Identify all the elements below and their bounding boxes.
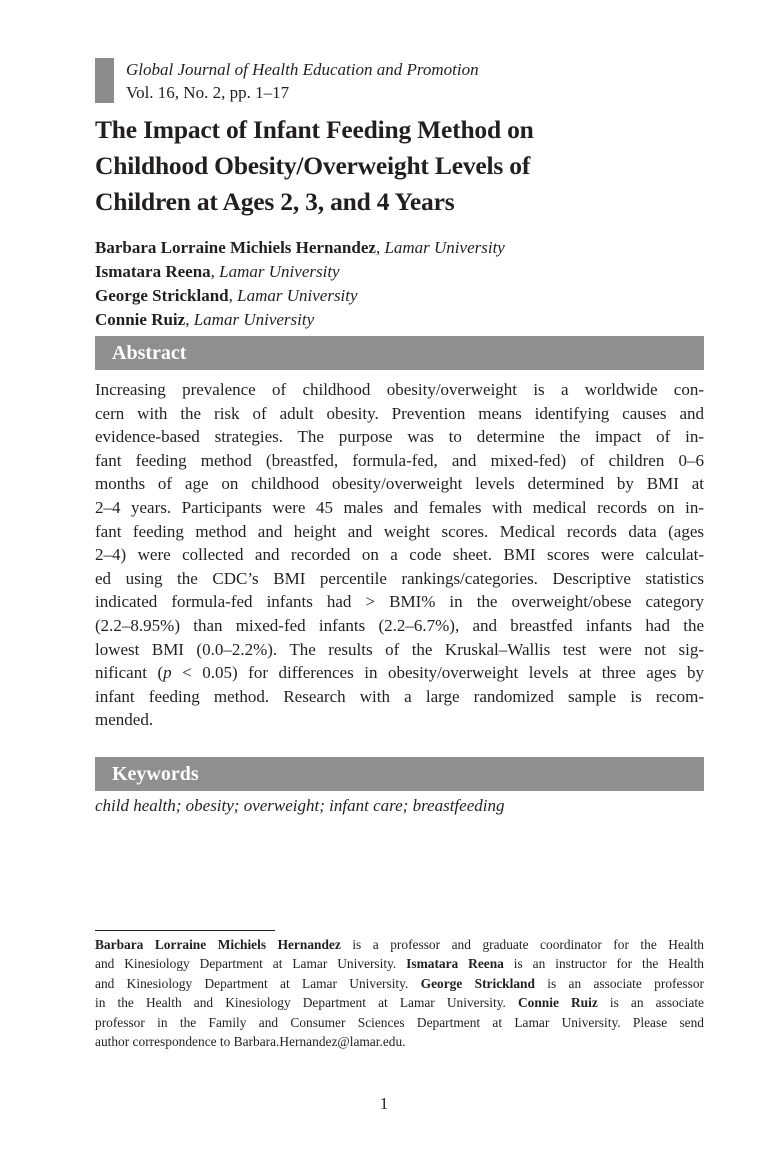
footnote-line: and Kinesiology Department at Lamar University. Ismatara Reena is an instructor for the Health <box>95 956 704 972</box>
author-entry: George Strickland, Lamar University <box>95 286 358 305</box>
author-entry: Connie Ruiz, Lamar University <box>95 310 315 329</box>
page-number: 1 <box>379 1094 389 1113</box>
author-name: Ismatara Reena <box>95 262 211 281</box>
abstract-line: months of age on childhood obesity/overweight levels determined by BMI at <box>95 474 704 494</box>
abstract-line: 2–4 years. Participants were 45 males and females with medical records on in- <box>95 497 704 517</box>
abstract-line: 2–4) were collected and recorded on a code sheet. BMI scores were calculat- <box>95 545 704 565</box>
footnote-rule <box>95 930 275 931</box>
author-affiliation: Lamar University <box>384 238 505 257</box>
abstract-line: mended. <box>95 710 154 730</box>
article-title <box>95 112 695 220</box>
title-line: The Impact of Infant Feeding Method on <box>95 115 534 144</box>
abstract-line: fant feeding method and height and weight scores. Medical records data (ages <box>95 521 704 541</box>
author-footnote <box>95 935 704 1051</box>
abstract-line: indicated formula-fed infants had > BMI% in the overweight/obese category <box>95 592 704 612</box>
journal-header <box>126 58 479 104</box>
author-affiliation: Lamar University <box>237 286 358 305</box>
keywords-text: child health; obesity; overweight; infant care; breastfeeding <box>95 796 505 815</box>
journal-marker-bar <box>95 58 114 103</box>
abstract-line: evidence-based strategies. The purpose was to determine the impact of in- <box>95 427 704 447</box>
author-entry: Ismatara Reena, Lamar University <box>95 262 340 281</box>
title-line: Childhood Obesity/Overweight Levels of <box>95 151 531 180</box>
author-entry: Barbara Lorraine Michiels Hernandez, Lamar University <box>95 238 505 257</box>
abstract-line: ed using the CDC’s BMI percentile rankings/categories. Descriptive statistics <box>95 568 704 588</box>
author-name: George Strickland <box>95 286 229 305</box>
footnote-line: and Kinesiology Department at Lamar University. George Strickland is an associate professor <box>95 975 704 991</box>
keywords-heading: Keywords <box>95 757 704 791</box>
abstract-heading: Abstract <box>95 336 704 370</box>
author-list <box>95 236 505 332</box>
footnote-line: author correspondence to Barbara.Hernandez@lamar.edu. <box>95 1033 406 1049</box>
abstract-line: (2.2–8.95%) than mixed-fed infants (2.2–6.7%), and breastfed infants had the <box>95 615 704 635</box>
abstract-text <box>95 378 704 732</box>
journal-volume: Vol. 16, No. 2, pp. 1–17 <box>126 83 290 102</box>
footnote-line: Barbara Lorraine Michiels Hernandez is a professor and graduate coordinator for the Health <box>95 937 704 952</box>
abstract-line: infant feeding method. Research with a large randomized sample is recom- <box>95 686 704 706</box>
footnote-line: in the Health and Kinesiology Department at Lamar University. Connie Ruiz is an associate <box>95 995 704 1011</box>
author-name: Connie Ruiz <box>95 310 186 329</box>
footnote-line: professor in the Family and Consumer Sciences Department at Lamar University. Please send <box>95 1014 704 1030</box>
title-line: Children at Ages 2, 3, and 4 Years <box>95 187 455 216</box>
journal-name: Global Journal of Health Education and Promotion <box>126 60 479 79</box>
abstract-line: nificant (p < 0.05) for differences in obesity/overweight levels at three ages by <box>95 663 704 683</box>
author-name: Barbara Lorraine Michiels Hernandez <box>95 238 376 257</box>
author-affiliation: Lamar University <box>219 262 340 281</box>
abstract-line: Increasing prevalence of childhood obesity/overweight is a worldwide con- <box>95 380 704 399</box>
abstract-line: cern with the risk of adult obesity. Prevention means identifying causes and <box>95 403 704 423</box>
abstract-line: fant feeding method (breastfed, formula-fed, and mixed-fed) of children 0–6 <box>95 450 704 470</box>
abstract-line: lowest BMI (0.0–2.2%). The results of the Kruskal–Wallis test were not sig- <box>95 639 704 659</box>
author-affiliation: Lamar University <box>193 310 315 329</box>
